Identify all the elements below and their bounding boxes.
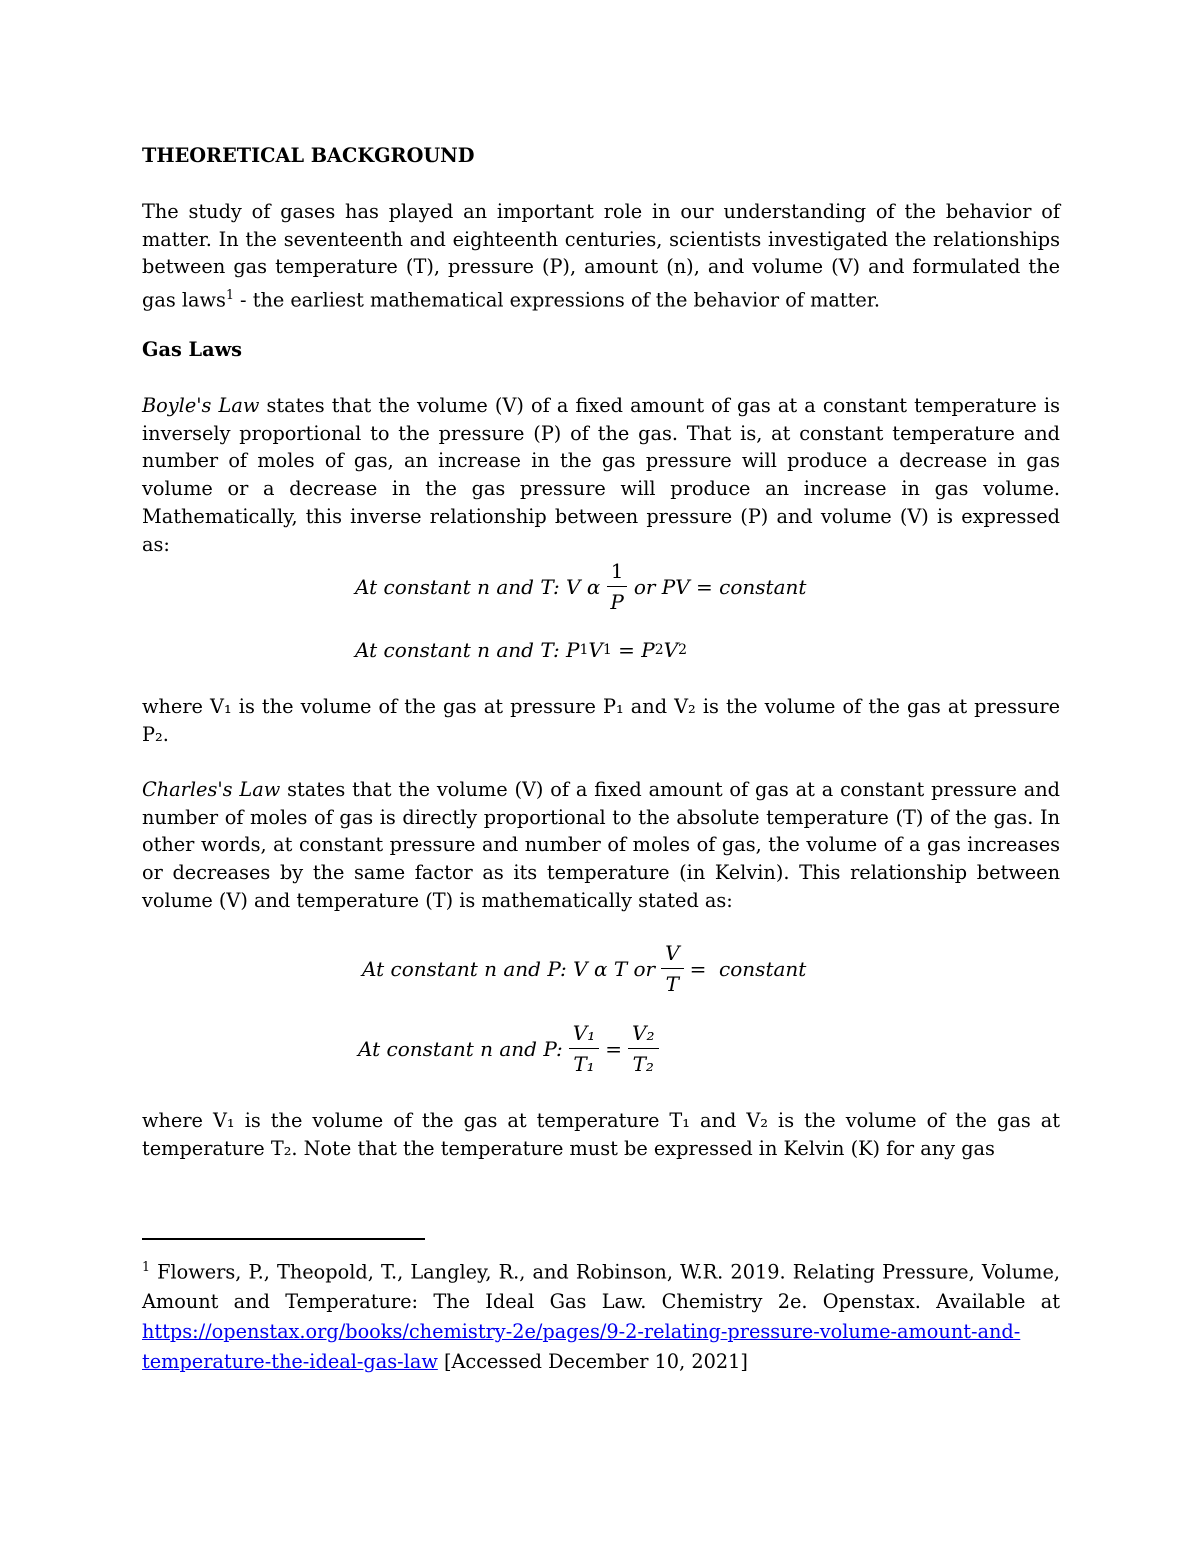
boyle-law-name: Boyle's Law (142, 394, 260, 417)
boyle-equation-1 (355, 558, 806, 615)
footnote-accessed: [Accessed December 10, 2021] (437, 1350, 748, 1374)
charles-eq2-numerator-1: V₁ (569, 1020, 599, 1049)
charles-eq2-denominator-1: T₁ (573, 1052, 595, 1076)
boyle-eq1-denominator: P (610, 590, 624, 614)
charles-where-paragraph: where V₁ is the volume of the gas at temperature T₁ and V₂ is the volume of the gas at temperature T₂. Note that the temperature must be expressed in Kelvin (K) for any gas (142, 1109, 1060, 1160)
charles-eq1-right: = constant (689, 956, 807, 981)
charles-eq2-equals: = (605, 1036, 623, 1061)
boyle-eq2-sub2: 1 (602, 642, 612, 658)
boyle-eq2-v2: V (663, 638, 679, 662)
footnote-link[interactable]: https://openstax.org/books/chemistry-2e/pages/9-2-relating-pressure-volume-amount-and-temperature-the-ideal-gas-law (142, 1320, 1021, 1374)
footnote (142, 1252, 1060, 1377)
charles-eq2-fraction-1 (569, 1020, 599, 1077)
intro-text-2: - the earliest mathematical expressions of the behavior of matter. (233, 288, 880, 312)
charles-eq2-left: At constant n and P: (358, 1036, 563, 1061)
boyle-eq2-sub1: 1 (579, 642, 589, 658)
charles-equation-2 (358, 1020, 665, 1077)
charles-eq1-denominator: T (665, 972, 680, 996)
footnote-divider (142, 1238, 425, 1240)
boyle-eq1-left: At constant n and T: V α (355, 574, 601, 599)
boyle-where-paragraph: where V₁ is the volume of the gas at pressure P₁ and V₂ is the volume of the gas at pressure P₂. (142, 695, 1060, 746)
boyle-eq1-right: or PV = constant (633, 574, 807, 599)
charles-eq2-fraction-2 (628, 1020, 658, 1077)
charles-equation-1 (362, 940, 806, 997)
boyle-eq2-sub3: 2 (654, 642, 664, 658)
boyle-law-text: states that the volume (V) of a fixed amount of gas at a constant temperature is inversely proportional to the pressure (P) of the gas. That is, at constant temperature and number of moles of gas, an increase in the gas pressure will produce a decrease in gas volume or a decrease in the gas pressure will produce an increase in gas volume. Mathematically, this inverse relationship between pressure (P) and volume (V) is expressed as: (142, 394, 1060, 556)
boyle-equation-2 (355, 638, 687, 662)
intro-paragraph (142, 198, 1060, 314)
charles-eq1-left: At constant n and P: V α T or (362, 956, 656, 981)
intro-text-1: The study of gases has played an important role in our understanding of the behavior of matter. In the seventeenth and eighteenth centuries, scientists investigated the relationships between gas temperature (T), pressure (P), amount (n), and volume (V) and formulated the gas laws (142, 200, 1060, 312)
charles-eq1-numerator: V (661, 940, 683, 969)
section-heading-gas-laws: Gas Laws (142, 338, 243, 361)
boyle-eq1-fraction (606, 558, 627, 615)
footnote-text: Flowers, P., Theopold, T., Langley, R., and Robinson, W.R. 2019. Relating Pressure, Volume, Amount and Temperature: The Ideal Gas Law. Chemistry 2e. Openstax. Available at (142, 1260, 1060, 1314)
charles-eq2-denominator-2: T₂ (632, 1052, 654, 1076)
charles-law-name: Charles's Law (142, 778, 281, 801)
footnote-reference[interactable]: 1 (225, 287, 234, 303)
charles-law-text: states that the volume (V) of a fixed amount of gas at a constant pressure and number of moles of gas is directly proportional to the absolute temperature (T) of the gas. In other words, at constant pressure and number of moles of gas, the volume of a gas increases or decreases by the same factor as its temperature (in Kelvin). This relationship between volume (V) and temperature (T) is mathematically stated as: (142, 778, 1060, 912)
page-title: THEORETICAL BACKGROUND (142, 144, 475, 167)
charles-paragraph (142, 776, 1060, 915)
boyle-eq2-v1: V (588, 638, 603, 662)
charles-eq1-fraction (661, 940, 683, 997)
boyle-eq2-mid: = P (611, 638, 655, 662)
charles-eq2-numerator-2: V₂ (628, 1020, 658, 1049)
boyle-paragraph (142, 392, 1060, 558)
boyle-eq2-sub4: 2 (678, 642, 688, 658)
footnote-mark: 1 (142, 1259, 150, 1274)
boyle-eq1-numerator: 1 (607, 558, 628, 587)
boyle-eq2-left: At constant n and T: P (355, 638, 580, 662)
